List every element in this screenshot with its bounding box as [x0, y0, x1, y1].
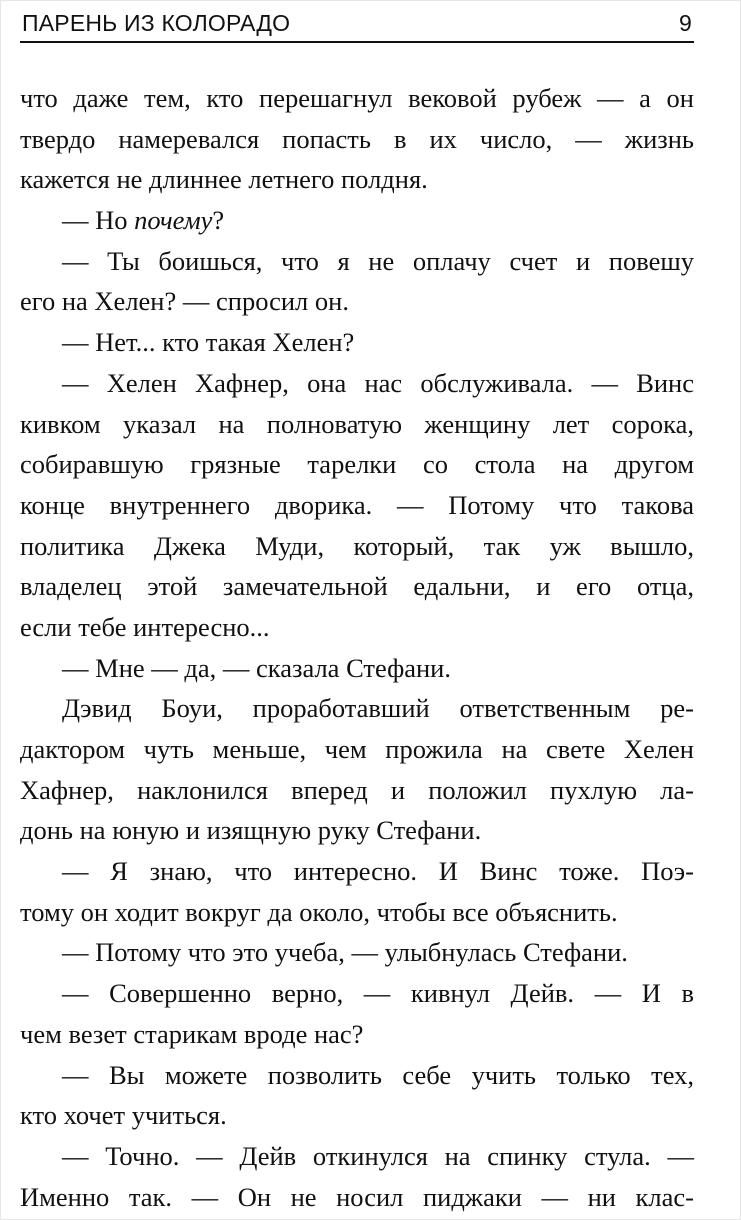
text-line-content: донь на юную и изящную руку Стефани.: [20, 815, 482, 846]
text-line: [20, 607, 694, 648]
text-line-content: если тебе интересно...: [20, 611, 270, 642]
text-line: [20, 729, 694, 770]
text-line-content: конце внутреннего дворика. — Потому что такова: [20, 489, 694, 520]
text-line: [20, 770, 694, 811]
text-line: [20, 404, 694, 445]
text-line: [20, 363, 694, 404]
text-line-content: политика Джека Муди, который, так уж вышло,: [20, 530, 694, 561]
text-line-content: тому он ходит вокруг да около, чтобы все объяснить.: [20, 896, 618, 927]
text-line-content: кажется не длиннее летнего полдня.: [20, 164, 428, 195]
text-line-tail: ?: [212, 205, 225, 236]
text-line-content: — Точно. — Дейв откинулся на спинку стула. —: [62, 1140, 694, 1171]
text-line: [20, 159, 694, 200]
running-header: [20, 7, 694, 43]
text-line-content: — Я знаю, что интересно. И Винс тоже. Поэ-: [62, 856, 694, 887]
text-line: [20, 526, 694, 567]
text-line: [20, 444, 694, 485]
text-line: [20, 241, 694, 282]
text-line-content: — Ты боишься, что я не оплачу счет и повешу: [62, 245, 694, 276]
text-line-content: кто хочет учиться.: [20, 1100, 227, 1131]
body-text: [20, 78, 694, 1217]
text-line-content: Хафнер, наклонился вперед и положил пухлую ла-: [20, 774, 694, 805]
text-line: [20, 1136, 694, 1177]
text-line-content: что даже тем, кто перешагнул вековой рубеж — а он: [20, 83, 694, 113]
running-title: ПАРЕНЬ ИЗ КОЛОРАДО: [22, 10, 291, 36]
text-line-content: Дэвид Боуи, проработавший ответственным ре-: [62, 693, 694, 724]
text-line-content: собиравшую грязные тарелки со стола на другом: [20, 449, 694, 480]
text-line: [20, 119, 694, 160]
text-line-content: кивком указал на полноватую женщину лет сорока,: [20, 408, 694, 439]
text-line: [20, 688, 694, 729]
text-line-content: Именно так. — Он не носил пиджаки — ни клас-: [20, 1181, 694, 1212]
text-line: [20, 851, 694, 892]
text-line: [20, 892, 694, 933]
text-line: [20, 485, 694, 526]
text-line: [20, 281, 694, 322]
text-line: [20, 1014, 694, 1055]
text-line-content: — Совершенно верно, — кивнул Дейв. — И в: [62, 978, 694, 1009]
text-line: [20, 78, 694, 119]
text-line-content: — Вы можете позволить себе учить только тех,: [62, 1059, 694, 1090]
text-line: [20, 973, 694, 1014]
page-number: 9: [679, 10, 692, 36]
text-line-content: дактором чуть меньше, чем прожила на свете Хелен: [20, 734, 694, 764]
text-line: [20, 1055, 694, 1096]
text-line: [20, 566, 694, 607]
text-line-content: — Потому что это учеба, — улыбнулась Стефани.: [62, 937, 628, 968]
text-line-content: — Нет... кто такая Хелен?: [62, 327, 355, 358]
text-line: [20, 1177, 694, 1218]
text-line-content: — Хелен Хафнер, она нас обслуживала. — Винс: [62, 367, 694, 398]
text-line: [20, 648, 694, 689]
text-line: [20, 200, 694, 241]
text-line: [20, 810, 694, 851]
text-line-content: — Но: [62, 205, 135, 236]
text-line-content: твердо намеревался попасть в их число, — жизнь: [20, 123, 694, 154]
text-line-content: чем везет старикам вроде нас?: [20, 1018, 364, 1049]
text-line: [20, 932, 694, 973]
text-line: [20, 1095, 694, 1136]
text-line: [20, 322, 694, 363]
text-line-content: владелец этой замечательной едальни, и его отца,: [20, 571, 694, 602]
text-line-content: его на Хелен? — спросил он.: [20, 286, 349, 317]
text-line-content: — Мне — да, — сказала Стефани.: [62, 652, 451, 683]
emphasis: почему: [134, 205, 213, 236]
